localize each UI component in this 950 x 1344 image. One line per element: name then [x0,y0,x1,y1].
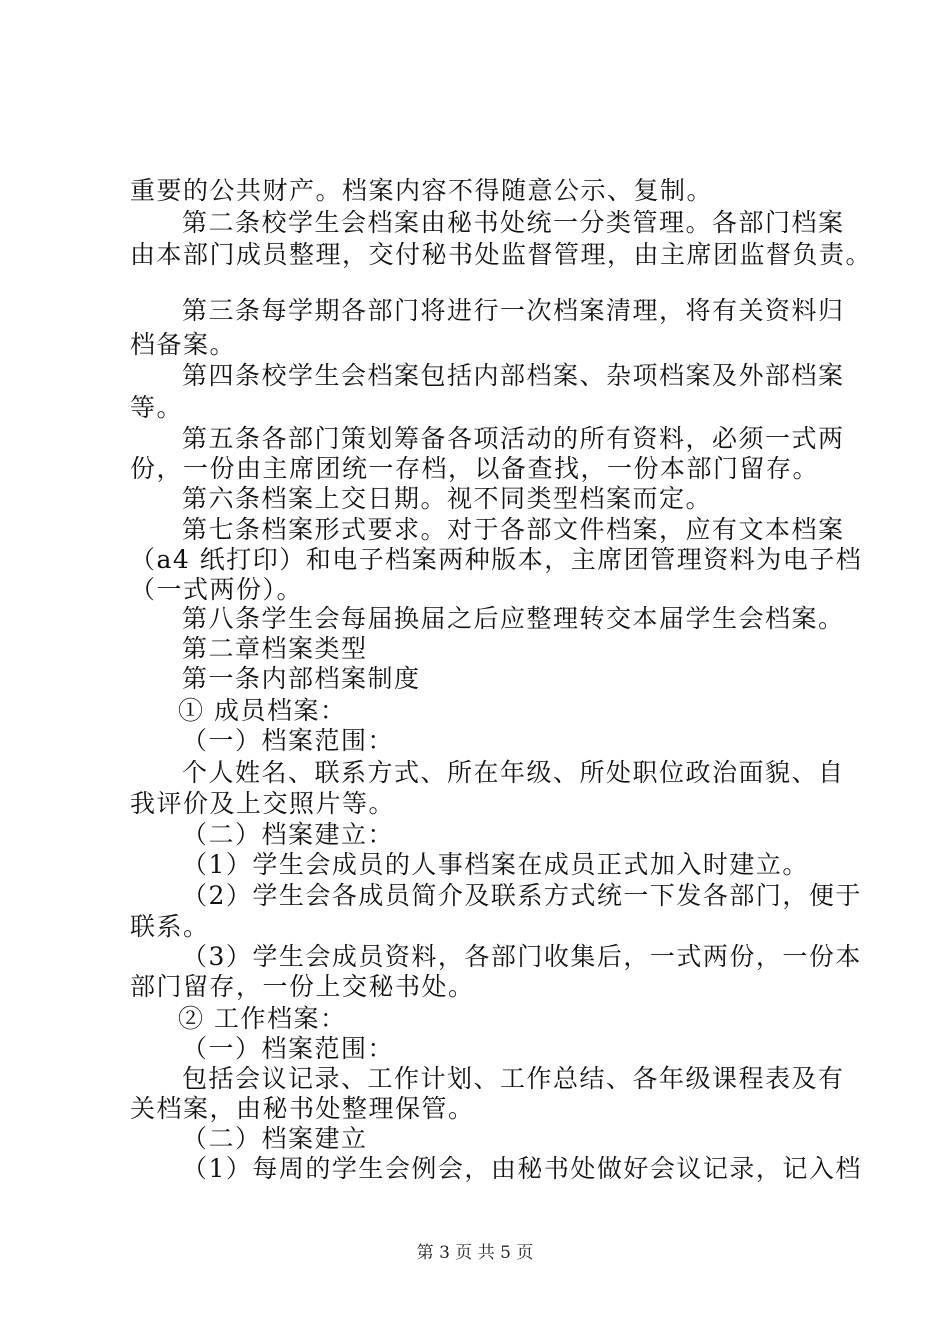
text-line-19: 个人姓名、联系方式、所在年级、所处职位政治面貌、自 [182,758,845,787]
text-line-1: 重要的公共财产。档案内容不得随意公示、复制。 [130,176,714,205]
text-line-3: 由本部门成员整理，交付秘书处监督管理，由主席团监督负责。 [130,240,873,269]
text-line-16: 第一条内部档案制度 [182,664,421,693]
text-line-10: 第六条档案上交日期。视不同类型档案而定。 [182,484,713,513]
text-line-21: （二）档案建立： [182,820,395,849]
text-line-23: （2）学生会各成员简介及联系方式统一下发各部门，便于 [182,881,862,910]
text-line-17: ① 成员档案： [178,696,347,725]
text-line-28: （一）档案范围： [182,1034,395,1063]
text-line-5: 档备案。 [130,330,237,359]
text-line-26: 部门留存，一份上交秘书处。 [130,972,475,1001]
text-line-6: 第四条校学生会档案包括内部档案、杂项档案及外部档案 [182,361,845,390]
text-line-4: 第三条每学期各部门将进行一次档案清理，将有关资料归 [182,296,845,325]
text-line-24: 联系。 [130,912,210,941]
text-line-27: ② 工作档案： [178,1004,347,1033]
text-line-32: （1）每周的学生会例会，由秘书处做好会议记录，记入档 [182,1154,862,1183]
text-line-11: 第七条档案形式要求。对于各部文件档案，应有文本档案 [182,515,845,544]
chapter-heading: 第二章档案类型 [182,634,368,663]
text-line-12: （a4 纸打印）和电子档案两种版本，主席团管理资料为电子档 [130,545,863,574]
text-line-13: （一式两份）。 [130,575,304,604]
page-number-footer: 第 3 页 共 5 页 [416,1243,534,1263]
text-line-18: （一）档案范围： [182,726,395,755]
text-line-29: 包括会议记录、工作计划、工作总结、各年级课程表及有 [182,1064,845,1093]
text-line-20: 我评价及上交照片等。 [130,789,396,818]
text-line-8: 第五条各部门策划筹备各项活动的所有资料，必须一式两 [182,424,845,453]
text-line-25: （3）学生会成员资料，各部门收集后，一式两份，一份本 [182,942,862,971]
text-line-9: 份，一份由主席团统一存档，以备查找，一份本部门留存。 [130,454,820,483]
text-line-7: 等。 [130,393,184,422]
text-line-30: 关档案，由秘书处整理保管。 [130,1094,475,1123]
text-line-22: （1）学生会成员的人事档案在成员正式加入时建立。 [182,850,809,879]
text-line-2: 第二条校学生会档案由秘书处统一分类管理。各部门档案 [182,208,845,237]
text-line-31: （二）档案建立 [182,1124,368,1153]
text-line-14: 第八条学生会每届换届之后应整理转交本届学生会档案。 [182,604,845,633]
